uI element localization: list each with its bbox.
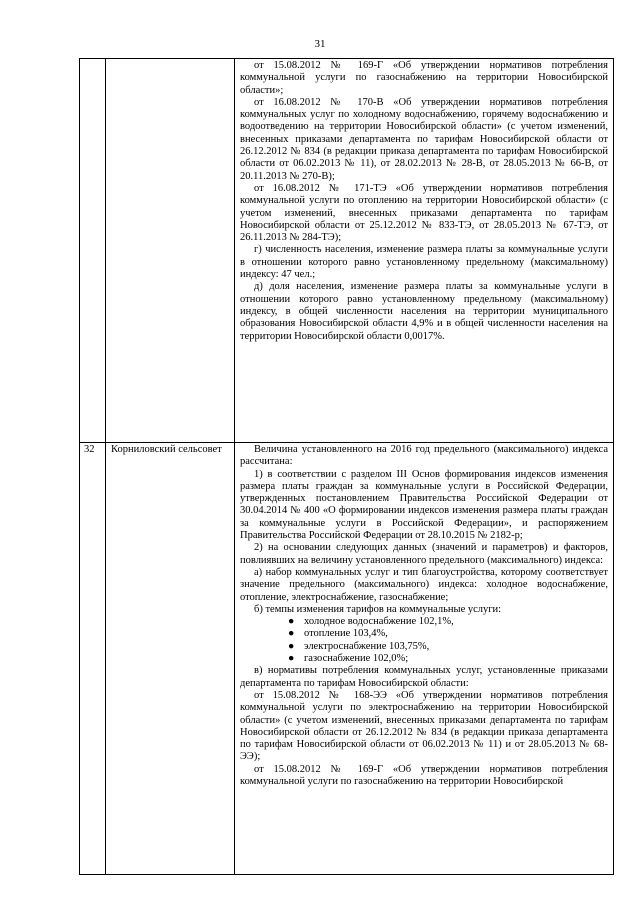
row-number-cell: 32 bbox=[80, 443, 106, 875]
order-171te-paragraph: от 16.08.2012 № 171-ТЭ «Об утверждении нормативов потребления коммунальной услуги по отоплению на территории Новосибирской области» (с учетом изменений, внесенных приказами департамента по тарифам Новосибирской области от 25.12.2012 № 833-ТЭ, от 28.05.2013 № 67-ТЭ, от 26.11.2013 № 284-ТЭ); bbox=[240, 182, 608, 244]
order-169g-paragraph: от 15.08.2012 № 169-Г «Об утверждении нормативов потребления коммунальной услуги по газоснабжению на территории Новосибирской bbox=[240, 763, 608, 788]
basis-paragraph: 1) в соответствии с разделом III Основ формирования индексов изменения размера платы граждан за коммунальные услуги в Российской Федерации, утвержденных постановлением Правительства Российской Федерации от 30.04.2014 № 400 «О формировании индексов изменения размера платы граждан за коммунальные услуги в Российской Федерации», и распоряжением Правительства Российской Федерации от 28.10.2015 № 2182-р; bbox=[240, 468, 608, 542]
bullet-icon: ● bbox=[288, 616, 295, 628]
order-170v-paragraph: от 16.08.2012 № 170-В «Об утверждении нормативов потребления коммунальных услуг по холодному водоснабжению, горячему водоснабжению и водоотведению на территории Новосибирской области» (с учетом изменений, внесенных приказами департамента по тарифам Новосибирской области от 26.12.2012 № 834 (в редакции приказа департамента по тарифам Новосибирской области от 06.02.2013 № 11), от 28.02.2013 № 28-В, от 28.05.2013 № 66-В, от 20.11.2013 № 270-В); bbox=[240, 96, 608, 182]
indices-table bbox=[79, 58, 614, 875]
page-number: 31 bbox=[314, 38, 326, 50]
population-count-paragraph: г) численность населения, изменение размера платы за коммунальные услуги в отношении которого равно установленному предельному (максимальному) индексу: 47 чел.; bbox=[240, 244, 608, 281]
norms-paragraph: в) нормативы потребления коммунальных услуг, установленные приказами департамента по тарифам Новосибирской области: bbox=[240, 665, 608, 689]
intro-paragraph: Величина установленного на 2016 год предельного (максимального) индекса рассчитана: bbox=[240, 444, 608, 468]
factors-paragraph: 2) на основании следующих данных (значений и параметров) и факторов, повлиявших на величину установленного предельного (максимального) индекса: bbox=[240, 542, 608, 566]
list-item: ● отопление 103,4%, bbox=[288, 628, 388, 640]
bullet-icon: ● bbox=[288, 628, 295, 640]
bullet-icon: ● bbox=[288, 653, 295, 665]
description-cell bbox=[235, 59, 614, 443]
tariff-rates-list bbox=[240, 616, 608, 665]
list-item: ● электроснабжение 103,75%, bbox=[288, 640, 430, 652]
list-item: ● холодное водоснабжение 102,1%, bbox=[288, 616, 454, 628]
table-row bbox=[80, 59, 614, 443]
description-cell bbox=[235, 443, 614, 875]
population-share-paragraph: д) доля населения, изменение размера платы за коммунальные услуги в отношении которого равно установленному предельному (максимальному) индексу, в общей численности населения на территории муниципального образования Новосибирской области 4,9% и в общей численности населения на территории Новосибирской области 0,0017%. bbox=[240, 281, 608, 342]
row-number-cell bbox=[80, 59, 106, 443]
table-row bbox=[80, 443, 614, 875]
order-168ee-paragraph: от 15.08.2012 № 168-ЭЭ «Об утверждении нормативов потребления коммунальной услуги по электроснабжению на территории Новосибирской области» (с учетом изменений, внесенных приказами департамента по тарифам Новосибирской области от 26.12.2012 № 834 (в редакции приказа департамента по тарифам Новосибирской области от 06.02.2013 № 11) и от 28.05.2013 № 68-ЭЭ); bbox=[240, 689, 608, 763]
services-set-paragraph: а) набор коммунальных услуг и тип благоустройства, которому соответствует значение предельного (максимального) индекса: холодное водоснабжение, отопление, электроснабжение, газоснабжение; bbox=[240, 566, 608, 603]
bullet-icon: ● bbox=[288, 640, 295, 652]
list-item: ● газоснабжение 102,0%; bbox=[288, 653, 409, 665]
municipality-cell: Корниловский сельсовет bbox=[106, 443, 235, 875]
tariff-rates-paragraph: б) темпы изменения тарифов на коммунальные услуги: bbox=[254, 603, 502, 615]
municipality-cell bbox=[106, 59, 235, 443]
order-169g-paragraph: от 15.08.2012 № 169-Г «Об утверждении нормативов потребления коммунальной услуги по газоснабжению на территории Новосибирской области»; bbox=[240, 60, 608, 96]
